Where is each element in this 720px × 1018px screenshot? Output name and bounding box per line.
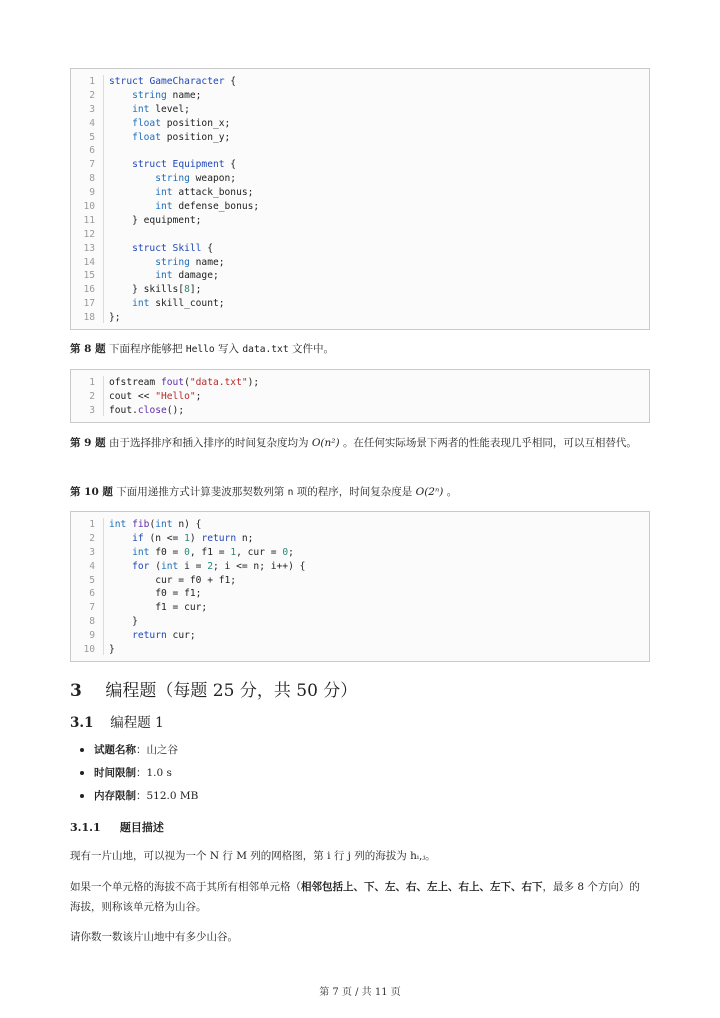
- question-10-math: O(2ⁿ): [415, 486, 444, 498]
- code-line: [71, 117, 649, 131]
- code-lines: [71, 75, 649, 325]
- question-8: [70, 339, 650, 360]
- code-text: };: [109, 312, 121, 324]
- code-text: }: [109, 644, 115, 656]
- section-3-title: 编程题（每题 25 分，共 50 分）: [105, 681, 358, 701]
- code-text: struct Skill {: [132, 242, 213, 254]
- section-3-1-1-title: 题目描述: [119, 821, 164, 834]
- code-text: fout.close();: [109, 404, 185, 416]
- code-line: [71, 574, 649, 588]
- code-text: if (n <= 1) return n;: [132, 532, 254, 544]
- question-10-code: n: [287, 487, 294, 498]
- line-number: 3: [89, 103, 95, 115]
- code-text: int f0 = 0, f1 = 1, cur = 0;: [132, 546, 294, 558]
- line-number: 8: [89, 173, 95, 185]
- line-number: 10: [83, 644, 95, 656]
- line-number: 4: [89, 117, 95, 129]
- section-3-1-1-number: 3.1.1: [70, 821, 101, 834]
- code-line: [71, 200, 649, 214]
- code-line: [71, 297, 649, 311]
- description-paragraph-2: [70, 877, 650, 917]
- code-line: [71, 75, 649, 89]
- line-number: 14: [83, 256, 95, 268]
- code-text: struct Equipment {: [132, 159, 237, 171]
- question-9-text-a: 由于选择排序和插入排序的时间复杂度均为: [108, 437, 309, 449]
- description-text-b: ，最多 8 个方向）的海拔，则称该单元格为山谷。: [70, 881, 640, 913]
- line-number: 1: [89, 519, 95, 530]
- question-9-text-b: 。在任何实际场景下两者的性能表现几乎相同，可以互相替代。: [342, 437, 637, 449]
- line-number: 13: [83, 242, 95, 254]
- code-line: [71, 172, 649, 186]
- section-3-1-title: 编程题 1: [110, 715, 164, 731]
- code-text: return cur;: [132, 630, 196, 642]
- code-text: int damage;: [155, 270, 219, 282]
- code-line: [71, 103, 649, 117]
- line-number: 7: [89, 159, 95, 171]
- code-text: float position_y;: [132, 131, 231, 143]
- code-text: } skills[8];: [109, 284, 202, 296]
- code-text: struct GameCharacter {: [109, 76, 237, 87]
- line-number: 5: [89, 131, 95, 143]
- question-8-code-b: data.txt: [242, 344, 289, 355]
- list-item: [80, 765, 198, 788]
- code-text: } equipment;: [109, 214, 202, 226]
- code-text: for (int i = 2; i <= n; i++) {: [132, 560, 306, 572]
- code-line: [71, 587, 649, 601]
- section-3-1-heading: [70, 711, 164, 731]
- line-number: 11: [83, 214, 95, 226]
- code-line: [71, 242, 649, 256]
- line-number: 3: [89, 546, 95, 558]
- problem-meta-list: [80, 742, 198, 811]
- description-paragraph-1: [70, 846, 650, 866]
- question-10-text-c: 。: [446, 486, 458, 498]
- line-number: 2: [89, 89, 95, 101]
- code-line: [71, 518, 649, 532]
- code-line: [71, 560, 649, 574]
- code-line: [71, 390, 649, 404]
- code-lines: [71, 518, 649, 657]
- code-text: cur = f0 + f1;: [109, 574, 237, 586]
- meta-label: 试题名称: [94, 744, 136, 756]
- code-line: [71, 228, 649, 242]
- code-lines: [71, 376, 649, 418]
- section-3-heading: [70, 676, 357, 701]
- meta-value: ：512.0 MB: [136, 790, 199, 802]
- meta-label: 时间限制: [94, 767, 136, 779]
- code-line: [71, 186, 649, 200]
- code-line: [71, 643, 649, 657]
- question-10-text-b: 项的程序，时间复杂度是: [296, 486, 413, 498]
- code-line: [71, 158, 649, 172]
- code-line: [71, 214, 649, 228]
- code-line: [71, 269, 649, 283]
- question-10: [70, 482, 650, 503]
- line-number: 10: [83, 201, 95, 213]
- question-10-text-a: 下面用递推方式计算斐波那契数列第: [116, 486, 285, 498]
- code-line: [71, 376, 649, 390]
- page-footer: 第 7 页 / 共 11 页: [319, 987, 401, 998]
- code-line: [71, 546, 649, 560]
- line-number: 17: [83, 298, 95, 310]
- code-text: cout << "Hello";: [109, 390, 202, 402]
- question-8-text-a: 下面程序能够把: [108, 343, 183, 355]
- line-number: 6: [89, 588, 95, 600]
- line-number: 2: [89, 390, 95, 402]
- code-line: [71, 629, 649, 643]
- code-text: string weapon;: [155, 173, 237, 185]
- line-number: 5: [89, 574, 95, 586]
- line-number: 3: [89, 404, 95, 416]
- section-3-number: 3: [70, 681, 82, 701]
- code-text: f0 = f1;: [109, 588, 202, 600]
- line-number: 18: [83, 312, 95, 324]
- code-line: [71, 131, 649, 145]
- code-line: [71, 283, 649, 297]
- line-number: 2: [89, 532, 95, 544]
- code-text: ofstream fout("data.txt");: [109, 377, 260, 388]
- section-3-1-number: 3.1: [70, 715, 94, 731]
- list-item: [80, 742, 198, 765]
- meta-value: ：1.0 s: [136, 767, 172, 779]
- code-line: [71, 256, 649, 270]
- question-10-label: 第 10 题: [70, 486, 113, 498]
- code-line: [71, 404, 649, 418]
- code-text: float position_x;: [132, 117, 231, 129]
- description-text: 请你数一数该片山地中有多少山谷。: [70, 931, 238, 943]
- code-line: [71, 89, 649, 103]
- code-block-fib: [70, 511, 650, 662]
- code-text: int defense_bonus;: [155, 201, 260, 213]
- code-line: [71, 601, 649, 615]
- description-text-a: 如果一个单元格的海拔不高于其所有相邻单元格（: [70, 881, 301, 893]
- line-number: 1: [89, 76, 95, 87]
- question-8-text-c: 文件中。: [291, 343, 334, 355]
- meta-value: ：山之谷: [136, 744, 178, 756]
- line-number: 4: [89, 560, 95, 572]
- line-number: 6: [89, 145, 95, 157]
- code-text: int level;: [132, 103, 190, 115]
- code-line: [71, 532, 649, 546]
- line-number: 7: [89, 602, 95, 614]
- code-line: [71, 615, 649, 629]
- code-line: [71, 311, 649, 325]
- code-text: int fib(int n) {: [109, 519, 202, 530]
- description-text: 现有一片山地，可以视为一个 N 行 M 列的网格图，第 i 行 j 列的海拔为 hᵢ,ⱼ。: [70, 850, 436, 862]
- description-paragraph-3: [70, 927, 650, 947]
- code-line: [71, 144, 649, 158]
- description-bold: 相邻包括上、下、左、右、左上、右上、左下、右下: [301, 881, 543, 893]
- code-text: int attack_bonus;: [155, 187, 254, 199]
- code-text: f1 = cur;: [109, 602, 208, 614]
- code-text: }: [109, 616, 138, 628]
- question-9: [70, 433, 650, 453]
- section-3-1-1-heading: [70, 819, 164, 835]
- line-number: 15: [83, 270, 95, 282]
- meta-label: 内存限制: [94, 790, 136, 802]
- list-item: [80, 788, 198, 811]
- line-number: 9: [89, 187, 95, 199]
- line-number: 9: [89, 630, 95, 642]
- question-9-math: O(n²): [311, 437, 340, 449]
- question-8-code-a: Hello: [185, 344, 215, 355]
- question-8-label: 第 8 题: [70, 343, 106, 355]
- line-number: 12: [83, 228, 95, 240]
- question-8-text-b: 写入: [218, 343, 240, 355]
- code-block-fout: [70, 369, 650, 423]
- line-number: 16: [83, 284, 95, 296]
- code-text: int skill_count;: [132, 298, 225, 310]
- question-9-label: 第 9 题: [70, 437, 106, 449]
- line-number: 1: [89, 377, 95, 388]
- code-block-struct: [70, 68, 650, 330]
- code-text: string name;: [132, 89, 202, 101]
- line-number: 8: [89, 616, 95, 628]
- code-text: string name;: [155, 256, 225, 268]
